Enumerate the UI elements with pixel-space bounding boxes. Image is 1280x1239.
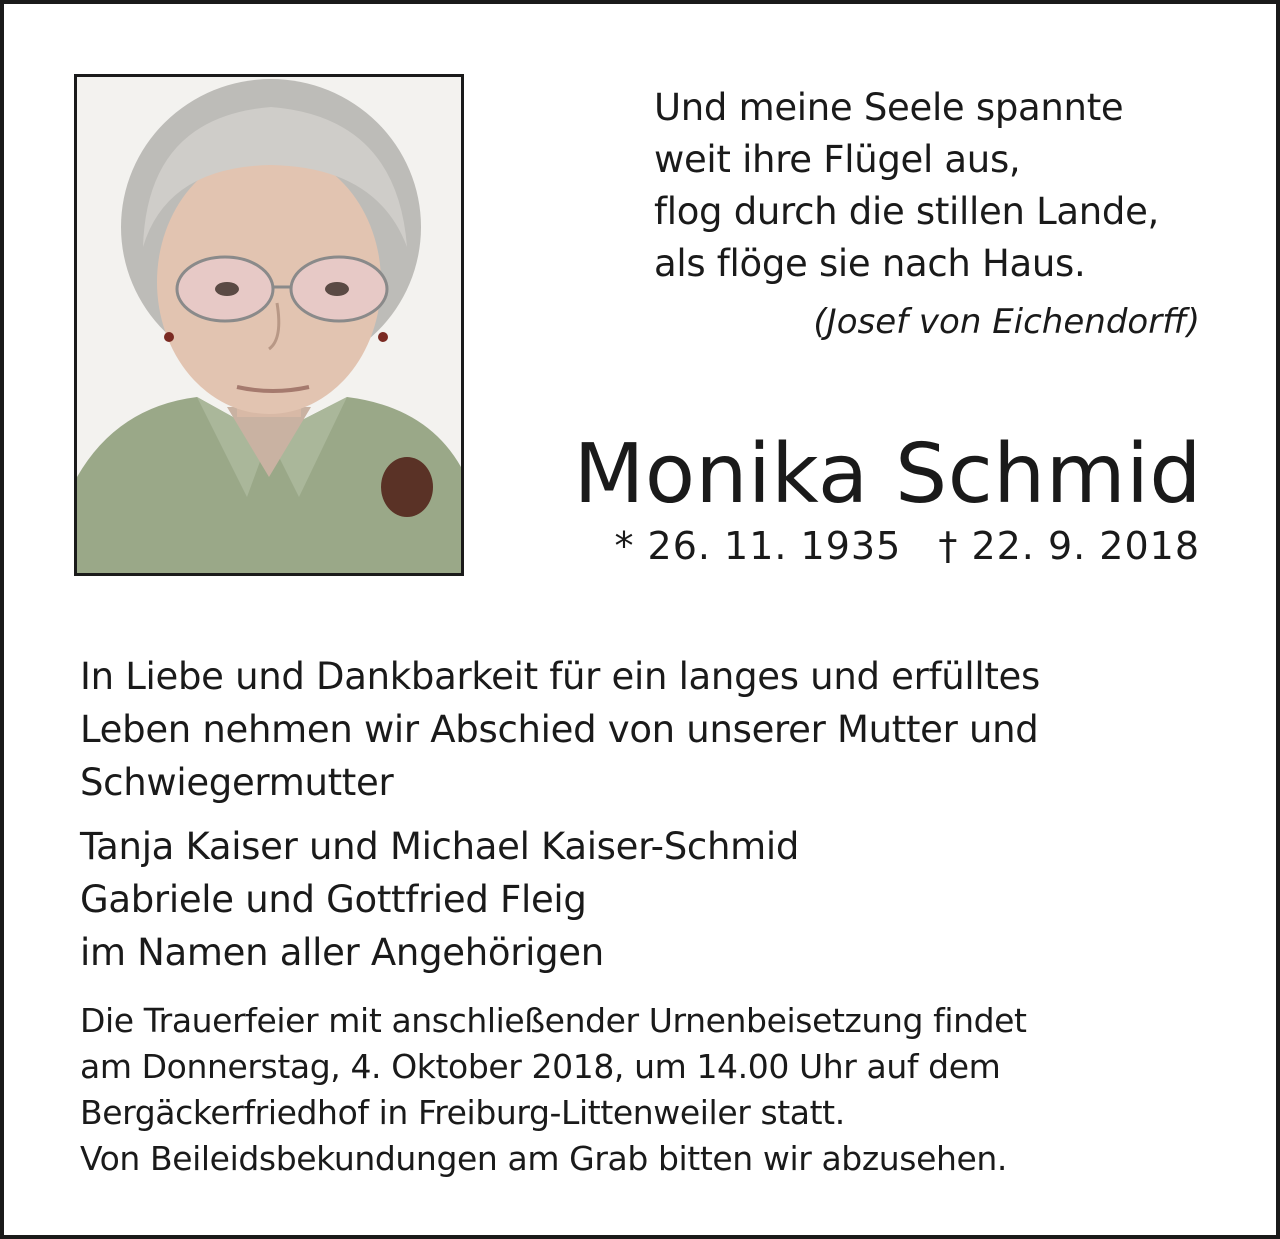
farewell-line: Schwiegermutter <box>80 761 394 804</box>
quote-line: flog durch die stillen Lande, <box>654 190 1160 233</box>
life-dates <box>614 524 1200 568</box>
notice-line: am Donnerstag, 4. Oktober 2018, um 14.00 Uhr auf dem <box>80 1047 1001 1086</box>
mourners-list <box>80 820 799 979</box>
quote-line: als flöge sie nach Haus. <box>654 242 1086 285</box>
farewell-line: In Liebe und Dankbarkeit für ein langes und erfülltes <box>80 655 1040 698</box>
portrait-photo <box>74 74 464 576</box>
mourner-line: Tanja Kaiser und Michael Kaiser-Schmid <box>80 825 800 868</box>
birth-date: * 26. 11. 1935 <box>614 524 902 568</box>
quote-author: (Josef von Eichendorff) <box>813 302 1200 342</box>
notice-line: Die Trauerfeier mit anschließender Urnenbeisetzung findet <box>80 1001 1027 1040</box>
farewell-line: Leben nehmen wir Abschied von unserer Mutter und <box>80 708 1039 751</box>
mourner-line: im Namen aller Angehörigen <box>80 931 604 974</box>
funeral-notice <box>80 998 1027 1182</box>
quote-line: Und meine Seele spannte <box>654 86 1124 129</box>
notice-line: Bergäckerfriedhof in Freiburg-Littenweiler statt. <box>80 1093 845 1132</box>
quote-line: weit ihre Flügel aus, <box>654 138 1021 181</box>
farewell-text <box>80 650 1040 809</box>
notice-line: Von Beileidsbekundungen am Grab bitten wir abzusehen. <box>80 1139 1008 1178</box>
death-date: † 22. 9. 2018 <box>938 524 1200 568</box>
quote <box>654 82 1159 290</box>
portrait-illustration <box>77 77 461 573</box>
deceased-name: Monika Schmid <box>573 427 1202 522</box>
mourner-line: Gabriele und Gottfried Fleig <box>80 878 587 921</box>
